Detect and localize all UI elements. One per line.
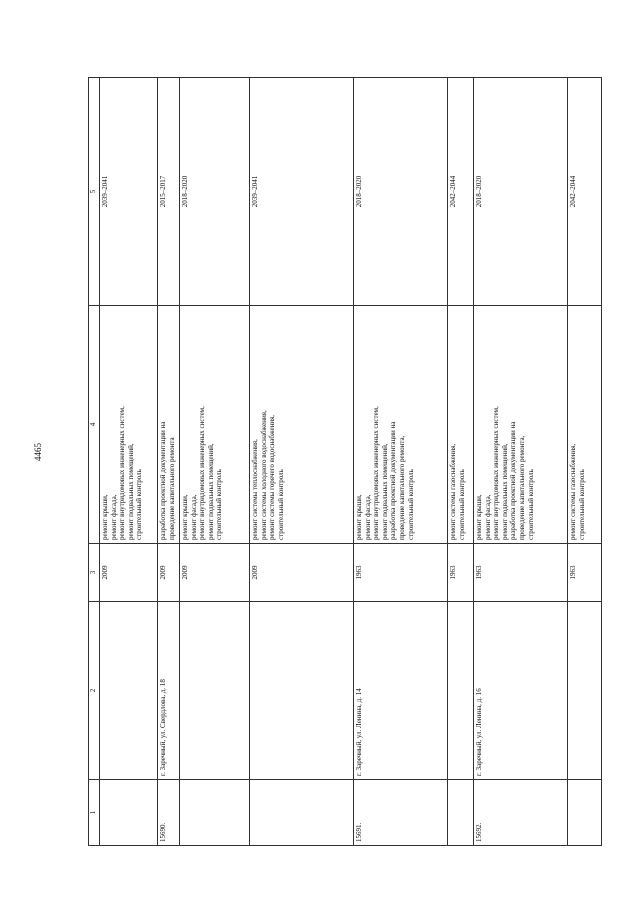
table-row — [250, 78, 354, 846]
table-row — [158, 78, 180, 846]
work-item: ремонт системы газоснабжения, — [569, 443, 577, 540]
work-item: строительный контроль — [215, 469, 224, 540]
table-row — [568, 78, 602, 846]
row-number-cell: 15692. — [474, 780, 568, 846]
work-item: разработка проектной документации на — [389, 421, 398, 540]
period-cell: 2018–2020 — [354, 78, 448, 306]
work-item: строительный контроль — [457, 469, 466, 540]
works-cell — [100, 306, 158, 544]
work-item: ремонт крыши, — [475, 494, 483, 540]
work-item: ремонт подвальных помещений, — [206, 443, 215, 540]
table-row — [474, 78, 568, 846]
year-cell: 1963 — [474, 544, 568, 602]
period-cell: 2018–2020 — [180, 78, 250, 306]
row-number-cell — [568, 780, 602, 846]
work-item: ремонт внутридомовых инженерных систем, — [372, 406, 381, 540]
work-item: ремонт подвальных помещений, — [380, 443, 389, 540]
work-item: строительный контроль — [276, 469, 285, 540]
year-cell: 1963 — [568, 544, 602, 602]
year-cell: 2009 — [180, 544, 250, 602]
page-number — [26, 440, 50, 464]
work-item: ремонт подвальных помещений, — [126, 443, 135, 540]
period-cell: 2018–2020 — [474, 78, 568, 306]
period-cell: 2042–2044 — [448, 78, 474, 306]
address-cell: г. Заречный, ул. Ленина, д. 14 — [354, 602, 448, 780]
address-cell — [448, 602, 474, 780]
work-item: строительный контроль — [526, 469, 535, 540]
period-cell: 2039–2041 — [100, 78, 158, 306]
work-item: ремонт системы горячего водоснабжения, — [268, 414, 277, 540]
work-item: строительный контроль — [406, 469, 415, 540]
works-cell — [180, 306, 250, 544]
work-item: ремонт внутридомовых инженерных систем, — [492, 406, 501, 540]
table-row — [354, 78, 448, 846]
column-header: 4 — [89, 306, 100, 544]
work-item: ремонт внутридомовых инженерных систем, — [198, 406, 207, 540]
works-cell — [568, 306, 602, 544]
row-number-cell — [250, 780, 354, 846]
work-item: разработка проектной документации на — [509, 421, 518, 540]
year-cell: 2009 — [250, 544, 354, 602]
work-item: ремонт фасада, — [363, 494, 372, 540]
year-cell: 2009 — [158, 544, 180, 602]
work-item: разработка проектной документации на — [159, 421, 167, 540]
table-header-row — [89, 78, 100, 846]
row-number-cell: 15691. — [354, 780, 448, 846]
address-cell — [100, 602, 158, 780]
row-number-cell — [100, 780, 158, 846]
work-item: ремонт фасада, — [189, 494, 198, 540]
repair-schedule-table — [88, 77, 602, 846]
table-row — [448, 78, 474, 846]
work-item: ремонт фасада, — [109, 494, 118, 540]
column-header: 3 — [89, 544, 100, 602]
works-cell — [354, 306, 448, 544]
table-row — [180, 78, 250, 846]
work-item: ремонт внутридомовых инженерных систем, — [118, 406, 127, 540]
table-body — [100, 78, 602, 846]
row-number-cell — [180, 780, 250, 846]
work-item: ремонт подвальных помещений, — [500, 443, 509, 540]
work-item: ремонт фасада, — [483, 494, 492, 540]
address-cell — [250, 602, 354, 780]
row-number-cell — [448, 780, 474, 846]
work-item: проведение капитального ремонта, — [397, 435, 406, 540]
year-cell: 1963 — [354, 544, 448, 602]
address-cell: г. Заречный, ул. Ленина, д. 16 — [474, 602, 568, 780]
work-item: ремонт системы газоснабжения, — [449, 443, 457, 540]
table-row — [100, 78, 158, 846]
period-cell: 2039–2041 — [250, 78, 354, 306]
works-cell — [448, 306, 474, 544]
year-cell: 2009 — [100, 544, 158, 602]
address-cell — [568, 602, 602, 780]
year-cell: 1963 — [448, 544, 474, 602]
row-number-cell: 15690. — [158, 780, 180, 846]
works-cell — [474, 306, 568, 544]
work-item: ремонт системы холодного водоснабжения, — [259, 410, 268, 540]
column-header: 1 — [89, 780, 100, 846]
address-cell: г. Заречный, ул. Свердлова, д. 18 — [158, 602, 180, 780]
rotated-table-wrapper — [88, 78, 586, 846]
period-cell: 2015–2017 — [158, 78, 180, 306]
work-item: строительный контроль — [577, 469, 586, 540]
work-item: ремонт системы теплоснабжения, — [251, 439, 259, 540]
page-number-text: 4465 — [33, 443, 43, 461]
work-item: ремонт крыши, — [101, 494, 109, 540]
work-item: проведение капитального ремонта — [167, 437, 176, 540]
work-item: ремонт крыши, — [355, 494, 363, 540]
address-cell — [180, 602, 250, 780]
works-cell — [250, 306, 354, 544]
work-item: ремонт крыши, — [181, 494, 189, 540]
work-item: строительный контроль — [135, 469, 144, 540]
column-header: 5 — [89, 78, 100, 306]
period-cell: 2042–2044 — [568, 78, 602, 306]
work-item: проведение капитального ремонта, — [517, 435, 526, 540]
works-cell — [158, 306, 180, 544]
column-header: 2 — [89, 602, 100, 780]
